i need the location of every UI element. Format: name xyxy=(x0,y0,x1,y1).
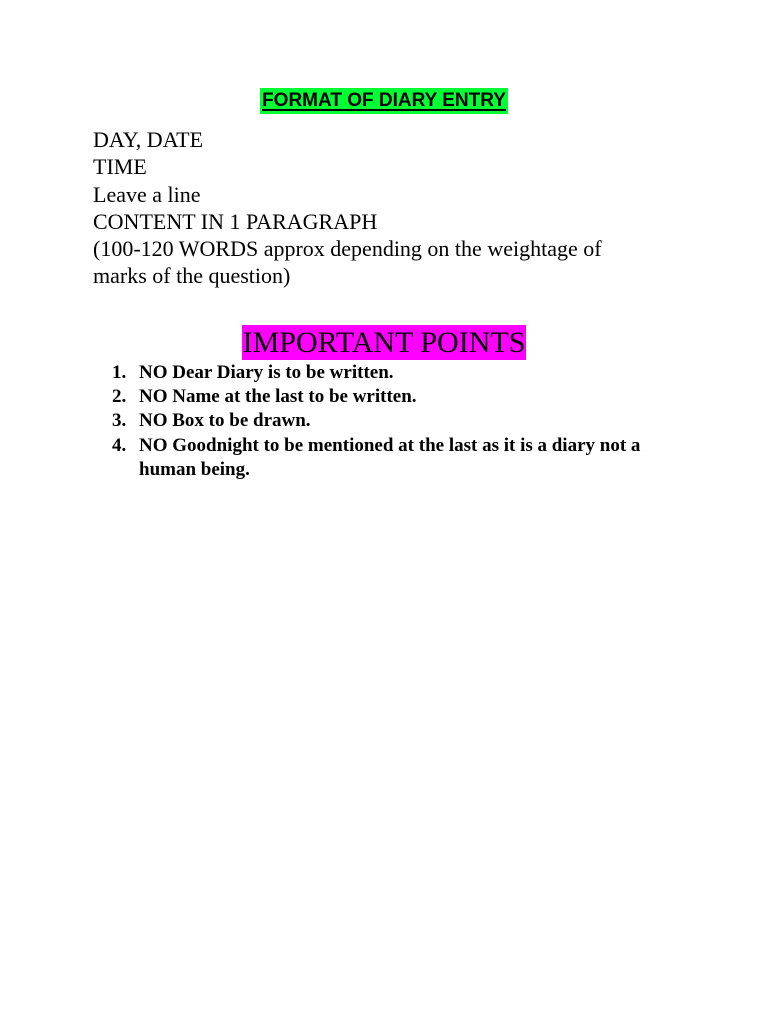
format-line-content: CONTENT IN 1 PARAGRAPH xyxy=(93,208,378,234)
list-item-number: 4. xyxy=(112,434,127,456)
title-container xyxy=(0,88,768,114)
important-points-heading: IMPORTANT POINTS xyxy=(242,326,526,359)
list-item xyxy=(112,361,682,385)
list-item-text: NO Name at the last to be written. xyxy=(139,386,417,408)
format-lines xyxy=(93,126,653,290)
list-item-number: 2. xyxy=(112,386,127,408)
list-item-number: 1. xyxy=(112,362,127,383)
format-line-day-date: DAY, DATE xyxy=(93,127,204,152)
important-points-list xyxy=(112,361,682,482)
list-item-text: NO Box to be drawn. xyxy=(139,410,311,432)
list-item-number: 3. xyxy=(112,410,127,432)
format-line-leave-line: Leave a line xyxy=(93,181,201,207)
list-item-text: NO Dear Diary is to be written. xyxy=(139,362,394,383)
document-title: FORMAT OF DIARY ENTRY xyxy=(260,88,508,114)
format-line-time: TIME xyxy=(93,154,147,180)
format-line-word-count: (100-120 WORDS approx depending on the weightage of xyxy=(93,236,602,262)
format-line-word-count-cont: marks of the question) xyxy=(93,263,291,289)
list-item-text: NO Goodnight to be mentioned at the last as it is a diary not a human being. xyxy=(139,434,641,480)
list-item xyxy=(112,409,682,433)
list-item xyxy=(112,385,682,409)
heading-container xyxy=(0,325,768,360)
list-item xyxy=(112,434,682,482)
